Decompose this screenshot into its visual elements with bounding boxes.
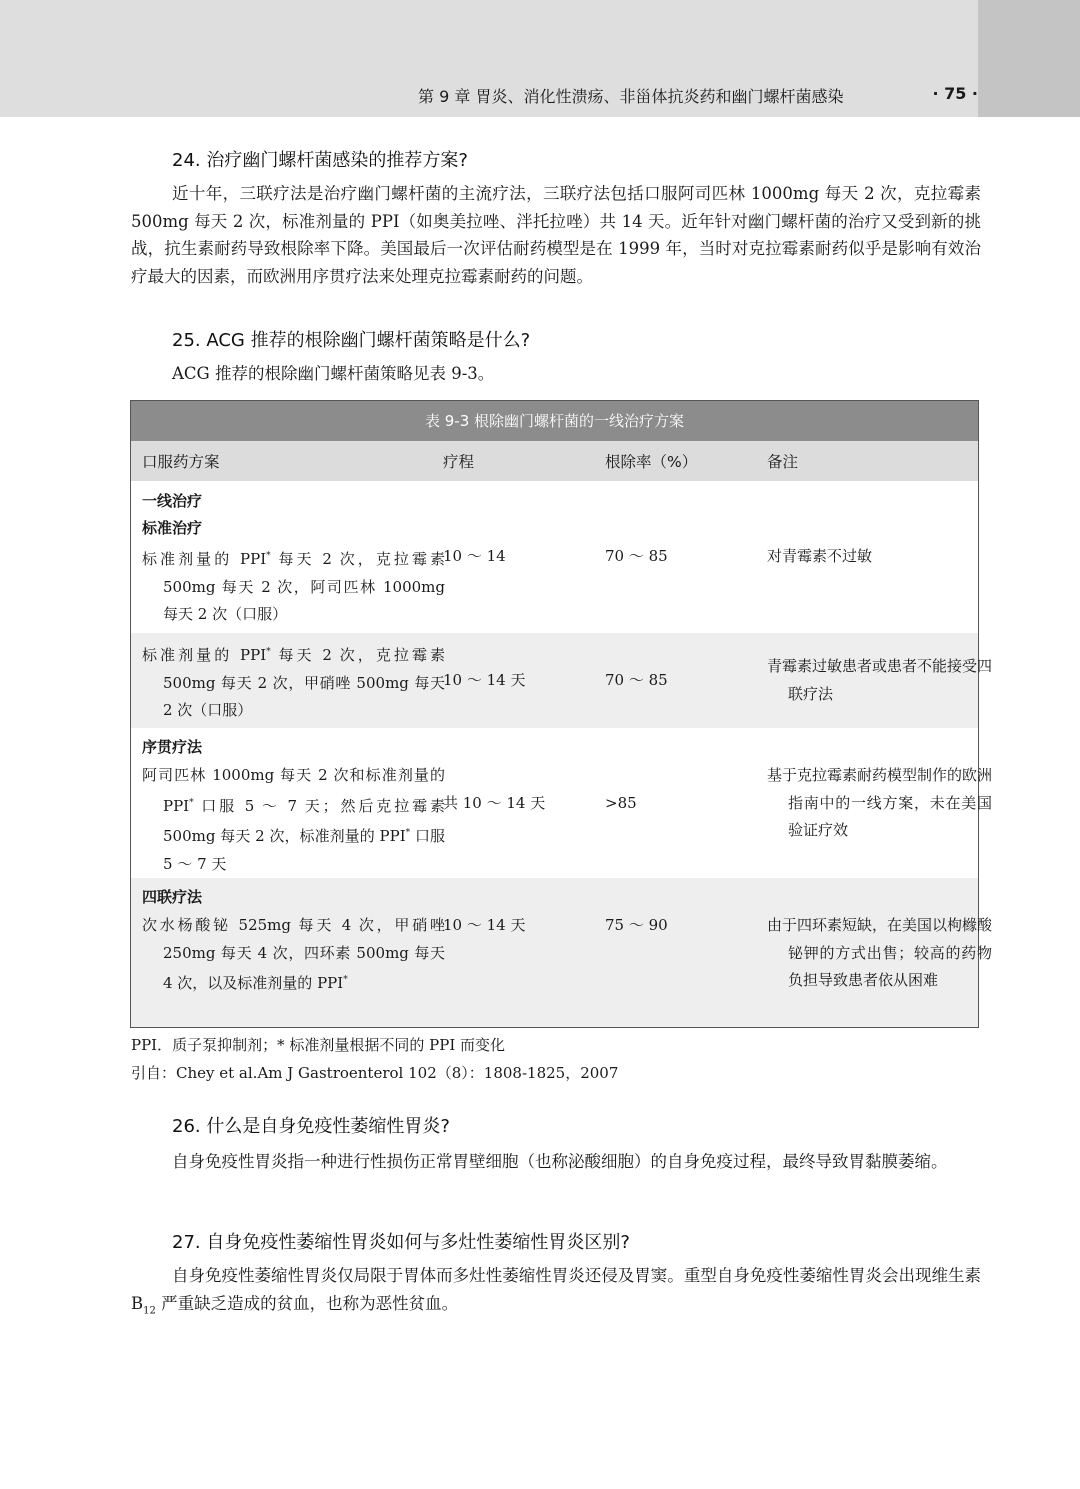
page-number: · 75 · bbox=[932, 84, 978, 103]
course-cell: 10 ～ 14 bbox=[443, 547, 506, 565]
chapter-title: 第 9 章 胃炎、消化性溃疡、非甾体抗炎药和幽门螺杆菌感染 bbox=[418, 87, 844, 106]
note-cell: 由于四环素短缺，在美国以枸橼酸铋钾的方式出售；较高的药物负担导致患者依从困难 bbox=[767, 916, 993, 989]
note-cell: 对青霉素不过敏 bbox=[767, 547, 873, 565]
table-footnote-source: 引自：Chey et al.Am J Gastroenterol 102（8）：1808-1825，2007 bbox=[131, 1064, 619, 1082]
rate-cell: 70 ～ 85 bbox=[605, 547, 668, 565]
regimen-text: 每天 2 次，克拉霉素 500mg 每天 2 次，甲硝唑 500mg 每天 2 次（口服） bbox=[163, 646, 445, 719]
group-label-standard: 标准治疗 bbox=[142, 519, 203, 537]
course-cell: 10 ～ 14 天 bbox=[443, 916, 526, 934]
header-tab bbox=[978, 0, 1080, 117]
group-label-quadruple: 四联疗法 bbox=[142, 888, 203, 906]
regimen-cell bbox=[142, 762, 445, 878]
question-26-title: 26. 什么是自身免疫性萎缩性胃炎? bbox=[172, 1116, 450, 1137]
footnote-mark: * bbox=[266, 551, 271, 561]
question-26-body: 自身免疫性胃炎指一种进行性损伤正常胃壁细胞（也称泌酸细胞）的自身免疫过程，最终导致胃黏膜萎缩。 bbox=[172, 1152, 948, 1171]
group-label-sequential: 序贯疗法 bbox=[142, 738, 203, 756]
question-24-title: 24. 治疗幽门螺杆菌感染的推荐方案? bbox=[172, 150, 468, 171]
subscript: 12 bbox=[143, 1304, 156, 1316]
regimen-text: 标准剂量的 PPI bbox=[142, 646, 267, 664]
footnote-mark: * bbox=[266, 647, 271, 657]
regimen-table bbox=[130, 400, 993, 1028]
table-row bbox=[131, 633, 993, 728]
regimen-cell bbox=[142, 543, 445, 629]
rate-cell: 70 ～ 85 bbox=[605, 671, 668, 689]
question-24-body: 近十年，三联疗法是治疗幽门螺杆菌的主流疗法，三联疗法包括口服阿司匹林 1000mg 每天 2 次，克拉霉素 500mg 每天 2 次，标准剂量的 PPI（如奥美拉唑、泮托拉唑）共 14 天。近年针对幽门螺杆菌的治疗又受到新的挑战，抗生素耐药导致根除率下降。美国最后一次评估耐药模型是在 1999 年，当时对克拉霉素耐药似乎是影响有效治疗最大的因素，而欧洲用序贯疗法来处理克拉霉素耐药的问题。 bbox=[131, 184, 981, 286]
table-title: 表 9-3 根除幽门螺杆菌的一线治疗方案 bbox=[131, 401, 978, 441]
course-cell: 10 ～ 14 天 bbox=[443, 671, 526, 689]
rate-cell: >85 bbox=[605, 794, 637, 812]
footnote-mark: * bbox=[189, 797, 194, 808]
header-note: 备注 bbox=[767, 453, 799, 471]
table-header-row bbox=[131, 441, 978, 481]
regimen-text: 标准剂量的 PPI bbox=[142, 550, 267, 568]
question-27-body bbox=[131, 1262, 981, 1324]
table-row bbox=[131, 481, 978, 633]
regimen-text: 次水杨酸铋 525mg 每天 4 次，甲硝唑 250mg 每天 4 次，四环素 500mg 每天 4 次，以及标准剂量的 PPI bbox=[142, 916, 445, 992]
body-text: 严重缺乏造成的贫血，也称为恶性贫血。 bbox=[155, 1293, 459, 1313]
course-cell: 共 10 ～ 14 天 bbox=[443, 794, 546, 812]
regimen-text: 口服 5 ～ 7 天 bbox=[163, 827, 445, 873]
body-text: 自身免疫性萎缩性胃炎仅局限于胃体而多灶性萎缩性胃炎还侵及胃窦。重型自身免疫性萎缩性胃炎会出现维生素 B bbox=[131, 1266, 981, 1313]
group-label-first-line: 一线治疗 bbox=[142, 492, 203, 510]
regimen-cell bbox=[142, 912, 445, 998]
rate-cell: 75 ～ 90 bbox=[605, 916, 668, 934]
question-25-title: 25. ACG 推荐的根除幽门螺杆菌策略是什么? bbox=[172, 330, 531, 351]
footnote-mark: * bbox=[405, 828, 411, 838]
note-cell: 基于克拉霉素耐药模型制作的欧洲指南中的一线方案，未在美国验证疗效 bbox=[767, 766, 993, 839]
regimen-text: 阿司匹林 1000mg 每天 2 次和标准剂量的 PPI bbox=[142, 766, 445, 815]
header-course: 疗程 bbox=[443, 453, 475, 471]
regimen-text: 每天 2 次，克拉霉素 500mg 每天 2 次，阿司匹林 1000mg 每天 2 次（口服） bbox=[163, 550, 445, 623]
header-rate: 根除率（%） bbox=[605, 453, 698, 471]
header-regimen: 口服药方案 bbox=[142, 453, 220, 471]
table-footnote-abbr: PPI．质子泵抑制剂；* 标准剂量根据不同的 PPI 而变化 bbox=[131, 1036, 506, 1054]
note-cell: 青霉素过敏患者或患者不能接受四联疗法 bbox=[767, 657, 993, 703]
table-row bbox=[131, 878, 993, 1027]
regimen-text: 口服 5 ～ 7 天；然后克拉霉素 500mg 每天 2 次，标准剂量的 PPI bbox=[163, 796, 445, 845]
running-head bbox=[418, 84, 978, 107]
question-25-body: ACG 推荐的根除幽门螺杆菌策略见表 9-3。 bbox=[172, 364, 495, 383]
regimen-cell bbox=[142, 639, 445, 725]
table-row bbox=[131, 728, 993, 878]
footnote-mark: * bbox=[343, 975, 348, 985]
question-27-title: 27. 自身免疫性萎缩性胃炎如何与多灶性萎缩性胃炎区别? bbox=[172, 1232, 630, 1253]
